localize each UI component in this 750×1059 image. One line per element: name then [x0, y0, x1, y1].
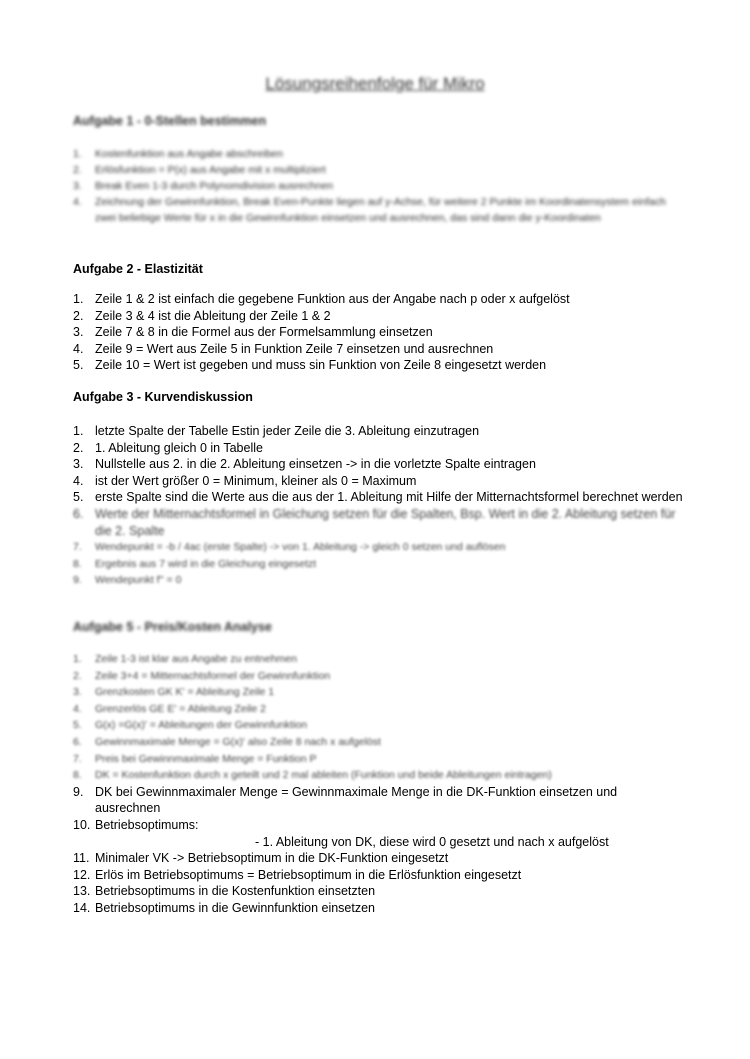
section-5-heading: Aufgabe 5 - Preis/Kosten Analyse — [73, 620, 272, 634]
list-item: 1. Kostenfunktion aus Angabe abschreiben — [73, 148, 283, 160]
list-item: 7. Preis bei Gewinnmaximale Menge = Funktion P — [73, 752, 317, 765]
list-item: 12. Erlös im Betriebsoptimums = Betriebsoptimum in die Erlösfunktion eingesetzt — [73, 867, 522, 882]
section-1-heading: Aufgabe 1 - 0-Stellen bestimmen — [73, 114, 267, 128]
list-item: 1. Zeile 1 & 2 ist einfach die gegebene Funktion aus der Angabe nach p oder x aufgelöst — [73, 292, 570, 306]
list-item: 9. DK bei Gewinnmaximaler Menge = Gewinnmaximale Menge in die DK-Funktion einsetzen und ausrechnen — [73, 784, 618, 816]
list-item: 3. Nullstelle aus 2. in die 2. Ableitung einsetzen -> in die vorletzte Spalte eintragen — [73, 457, 536, 472]
section-3-list — [73, 423, 683, 589]
list-item: 4. Zeile 9 = Wert aus Zeile 5 in Funktion Zeile 7 einsetzen und ausrechnen — [73, 341, 494, 356]
section-2-heading: Aufgabe 2 - Elastizität — [73, 262, 203, 276]
list-item: 14. Betriebsoptimums in die Gewinnfunktion einsetzen — [73, 900, 376, 915]
list-item: 8. DK = Kostenfunktion durch x geteilt und 2 mal ableiten (Funktion und beide Ableitungen eintragen) — [73, 769, 552, 782]
list-item: 8. Ergebnis aus 7 wird in die Gleichung eingesetzt — [73, 557, 317, 570]
section-5-list — [73, 651, 683, 917]
list-item: 5. erste Spalte sind die Werte aus die aus der 1. Ableitung mit Hilfe der Mitternachtsformel berechnet werden — [73, 490, 683, 505]
section-3-heading: Aufgabe 3 - Kurvendiskussion — [73, 390, 253, 404]
list-item: 3. Break Even 1-3 durch Polynomdivision ausrechnen — [73, 180, 334, 192]
section-2-list — [73, 291, 683, 374]
sub-item: - 1. Ableitung von DK, diese wird 0 gesetzt und nach x aufgelöst — [255, 834, 609, 849]
list-item: 4. Zeichnung der Gewinnfunktion, Break Even-Punkte liegen auf y-Achse, für weitere 2 Punkte im Koordinatensystem einfach zwei beliebige Werte für x in die Gewinnfunktion einsetzen und ausrechnen, das sind dann die y-Koordinaten — [73, 196, 666, 224]
list-item: 1. letzte Spalte der Tabelle Estin jeder Zeile die 3. Ableitung einzutragen — [73, 424, 480, 438]
list-item: 7. Wendepunkt = -b / 4ac (erste Spalte) -> von 1. Ableitung -> gleich 0 setzen und auflösen — [73, 541, 506, 554]
list-item: 2. Zeile 3 & 4 ist die Ableitung der Zeile 1 & 2 — [73, 308, 331, 323]
list-item: 5. G(x) =G(x)' = Ableitungen der Gewinnfunktion — [73, 719, 308, 732]
list-item: 6. Gewinnmaximale Menge = G(x)' also Zeile 8 nach x aufgelöst — [73, 735, 381, 748]
list-item: 3. Grenzkosten GK K' = Ableitung Zeile 1 — [73, 686, 275, 699]
section-1-list — [73, 146, 683, 226]
list-item: 11. Minimaler VK -> Betriebsoptimum in die DK-Funktion eingesetzt — [73, 851, 449, 866]
list-item: 5. Zeile 10 = Wert ist gegeben und muss sin Funktion von Zeile 8 eingesetzt werden — [73, 358, 547, 373]
list-item: 10. Betriebsoptimums: - 1. Ableitung von DK, diese wird 0 gesetzt und nach x aufgelöst — [73, 817, 683, 850]
list-item: 13. Betriebsoptimums in die Kostenfunktion einsetzten — [73, 884, 376, 899]
list-item: 6. Werte der Mitternachtsformel in Gleichung setzen für die Spalten, Bsp. Wert in die 2. Ableitung setzen für die 2. Spalte — [73, 506, 676, 538]
list-item: 1. Zeile 1-3 ist klar aus Angabe zu entnehmen — [73, 653, 297, 665]
list-item: 3. Zeile 7 & 8 in die Formel aus der Formelsammlung einsetzen — [73, 325, 433, 340]
list-item: 2. 1. Ableitung gleich 0 in Tabelle — [73, 440, 263, 455]
document-title: Lösungsreihenfolge für Mikro — [265, 74, 485, 93]
list-item: 2. Erlösfunktion = P(x) aus Angabe mit x multipliziert — [73, 164, 326, 176]
list-item: 2. Zeile 3+4 = Mitternachtsformel der Gewinnfunktion — [73, 669, 331, 682]
list-item: 4. ist der Wert größer 0 = Minimum, kleiner als 0 = Maximum — [73, 473, 417, 488]
list-item: 9. Wendepunkt f'' = 0 — [73, 574, 182, 587]
list-item: 4. Grenzerlös GE E' = Ableitung Zeile 2 — [73, 702, 266, 715]
